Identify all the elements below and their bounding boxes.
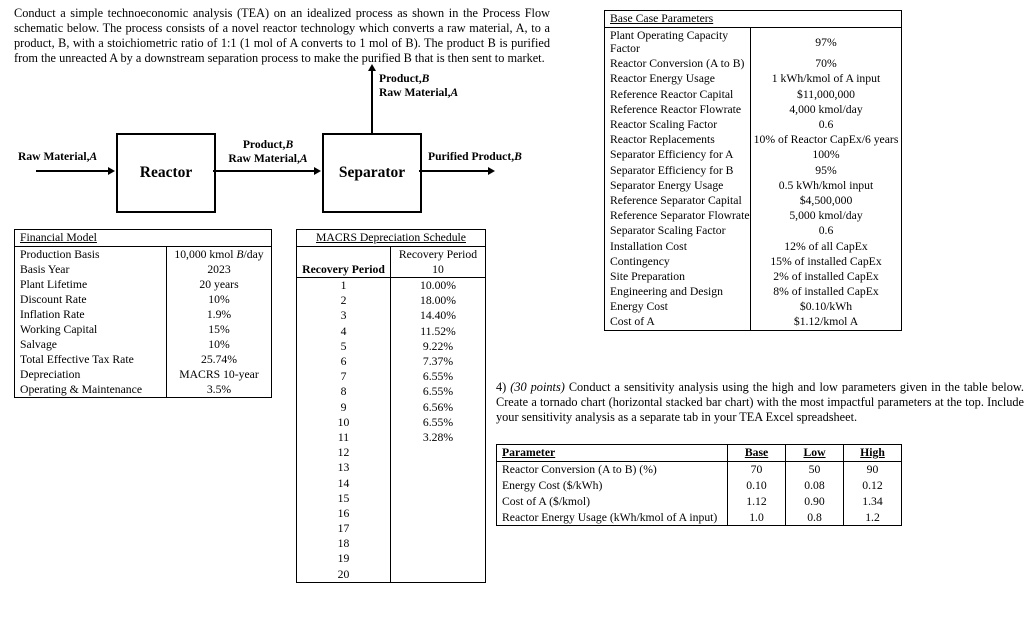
financial-model-row-label: Basis Year	[15, 262, 167, 277]
base-case-row-label: Reactor Replacements	[605, 132, 751, 147]
purified-product-arrow-head	[488, 167, 495, 175]
macrs-row-percent	[391, 506, 486, 521]
reactor-box	[116, 133, 216, 213]
table-row	[605, 163, 901, 178]
sensitivity-row-high: 1.2	[865, 510, 880, 524]
macrs-row-year: 9	[297, 400, 391, 415]
macrs-row-percent: 6.55%	[422, 370, 454, 384]
table-row	[297, 521, 485, 536]
table-row	[297, 384, 485, 399]
macrs-row-percent: 6.55%	[422, 415, 454, 429]
macrs-row-percent: 7.37%	[422, 355, 454, 369]
financial-model-row-label: Total Effective Tax Rate	[15, 352, 167, 367]
macrs-row-percent	[391, 445, 486, 460]
base-case-row-value: 0.5 kWh/kmol input	[778, 178, 874, 192]
purified-product-label: Purified Product,B	[428, 150, 522, 163]
table-row	[297, 278, 485, 294]
feed-arrow-line	[36, 170, 109, 172]
sensitivity-header-cell: Base	[728, 445, 786, 461]
macrs-row-year: 20	[297, 567, 391, 582]
macrs-row-percent: 9.22%	[422, 339, 454, 353]
sensitivity-row-base: 70	[728, 461, 786, 477]
sensitivity-row-base: 0.10	[728, 478, 786, 494]
macrs-row-percent: 14.40%	[419, 309, 457, 323]
financial-model-title: Financial Model	[15, 230, 271, 247]
macrs-header-recovery-period: Recovery Period	[398, 248, 478, 261]
base-case-row-value: 0.6	[818, 118, 834, 132]
base-case-row-label: Engineering and Design	[605, 284, 751, 299]
sensitivity-row-low: 0.8	[786, 509, 844, 525]
base-case-row-label: Separator Energy Usage	[605, 178, 751, 193]
base-case-row-value: $0.10/kWh	[799, 300, 853, 314]
base-case-row-value: 0.6	[818, 224, 834, 238]
base-case-row-value: 8% of installed CapEx	[773, 285, 879, 299]
financial-model-row-label: Discount Rate	[15, 292, 167, 307]
sensitivity-header-cell: Parameter	[497, 445, 728, 461]
base-case-row-value: 70%	[815, 57, 837, 71]
macrs-row-year: 18	[297, 536, 391, 551]
macrs-row-year: 13	[297, 460, 391, 475]
table-row	[605, 193, 901, 208]
macrs-row-percent	[391, 536, 486, 551]
table-row	[15, 292, 271, 307]
macrs-depreciation-table	[296, 229, 486, 583]
table-row	[605, 238, 901, 253]
question4-text: Conduct a sensitivity analysis using the high and low parameters given in the table below. Create a tornado chart (horizontal stacked bar chart) with the most impactful parameters at the top. Include your sensitivity analysis as a separate tab in your TEA Excel spreadsheet.	[496, 380, 1024, 425]
macrs-row-year: 10	[297, 415, 391, 430]
sensitivity-row-base: 1.0	[728, 509, 786, 525]
table-row	[297, 293, 485, 308]
table-row	[605, 87, 901, 102]
sensitivity-row-parameter: Reactor Conversion (A to B) (%)	[497, 461, 728, 477]
macrs-row-year: 2	[297, 293, 391, 308]
feed-stream-label: Raw Material,A	[18, 150, 98, 163]
macrs-header-row	[297, 247, 485, 263]
base-case-row-label: Cost of A	[605, 314, 751, 329]
separator-overhead-label: Product,B Raw Material,A	[379, 72, 459, 99]
base-case-row-value: 4,000 kmol/day	[789, 102, 863, 116]
table-row	[297, 400, 485, 415]
base-case-row-value: 15% of installed CapEx	[770, 254, 882, 268]
macrs-title: MACRS Depreciation Schedule	[297, 230, 485, 247]
financial-model-row-value: 1.9%	[206, 308, 232, 321]
table-row	[497, 461, 901, 477]
macrs-row-year: 3	[297, 308, 391, 323]
macrs-row-percent	[391, 475, 486, 490]
table-row	[15, 322, 271, 337]
base-case-row-value: 10% of Reactor CapEx/6 years	[753, 133, 899, 147]
financial-model-row-label: Working Capital	[15, 322, 167, 337]
table-row	[15, 352, 271, 367]
sensitivity-header-cell: High	[844, 445, 902, 461]
financial-model-table	[14, 229, 272, 398]
financial-model-row-label: Depreciation	[15, 367, 167, 382]
macrs-row-year: 14	[297, 475, 391, 490]
macrs-row-year: 5	[297, 339, 391, 354]
table-row	[605, 102, 901, 117]
base-case-row-value: 5,000 kmol/day	[789, 209, 863, 223]
table-row	[297, 308, 485, 323]
table-row	[605, 28, 901, 57]
table-row	[605, 284, 901, 299]
base-case-row-label: Energy Cost	[605, 299, 751, 314]
base-case-row-label: Plant Operating Capacity Factor	[605, 28, 751, 57]
macrs-row-year: 15	[297, 491, 391, 506]
financial-model-row-value: 3.5%	[206, 383, 232, 396]
question4-points: (30 points)	[510, 380, 565, 394]
separator-box	[322, 133, 422, 213]
base-case-row-label: Site Preparation	[605, 269, 751, 284]
table-row	[297, 430, 485, 445]
base-case-row-value: $4,500,000	[799, 193, 853, 207]
base-case-row-label: Reference Reactor Capital	[605, 87, 751, 102]
base-case-row-label: Contingency	[605, 254, 751, 269]
table-row	[15, 307, 271, 322]
sensitivity-row-parameter: Cost of A ($/kmol)	[497, 493, 728, 509]
table-row	[297, 324, 485, 339]
financial-model-title-row	[15, 230, 271, 247]
base-case-row-value: 100%	[812, 148, 840, 162]
financial-model-row-value: 10%	[208, 338, 230, 351]
financial-model-row-value: 15%	[208, 323, 230, 336]
macrs-row-year: 8	[297, 384, 391, 399]
macrs-row-percent	[391, 460, 486, 475]
financial-model-row-value: 20 years	[199, 278, 239, 291]
macrs-row-year: 6	[297, 354, 391, 369]
macrs-subheader-row	[297, 262, 485, 278]
table-row	[605, 117, 901, 132]
macrs-row-year: 11	[297, 430, 391, 445]
table-row	[15, 247, 271, 263]
table-row	[605, 147, 901, 162]
sensitivity-row-high: 0.12	[862, 478, 883, 492]
table-row	[15, 382, 271, 397]
table-row	[605, 223, 901, 238]
base-case-row-label: Reference Reactor Flowrate	[605, 102, 751, 117]
base-case-title-row	[605, 11, 901, 28]
sensitivity-row-parameter: Energy Cost ($/kWh)	[497, 478, 728, 494]
question4-number: 4)	[496, 380, 507, 394]
macrs-subheader-left: Recovery Period	[297, 262, 391, 278]
sensitivity-parameters-table	[496, 444, 902, 526]
macrs-row-year: 16	[297, 506, 391, 521]
table-row	[605, 299, 901, 314]
macrs-row-year: 4	[297, 324, 391, 339]
base-case-row-label: Separator Efficiency for A	[605, 147, 751, 162]
macrs-row-year: 1	[297, 278, 391, 294]
base-case-row-value: $11,000,000	[796, 87, 855, 101]
sensitivity-header-cell: Low	[786, 445, 844, 461]
table-row	[297, 369, 485, 384]
financial-model-row-label: Inflation Rate	[15, 307, 167, 322]
sensitivity-row-low: 50	[786, 461, 844, 477]
base-case-row-label: Separator Scaling Factor	[605, 223, 751, 238]
financial-model-row-label: Plant Lifetime	[15, 277, 167, 292]
sensitivity-row-low: 0.90	[786, 493, 844, 509]
sensitivity-header-row	[497, 445, 901, 461]
table-row	[297, 567, 485, 582]
process-flow-diagram	[0, 60, 522, 220]
macrs-row-percent	[391, 567, 486, 582]
macrs-row-percent	[391, 491, 486, 506]
table-row	[297, 415, 485, 430]
macrs-row-percent: 6.55%	[422, 385, 454, 399]
financial-model-row-value: MACRS 10-year	[179, 368, 259, 381]
separator-box-label: Separator	[338, 164, 406, 181]
macrs-row-percent: 3.28%	[422, 430, 454, 444]
table-row	[497, 478, 901, 494]
question4-paragraph	[496, 380, 1024, 425]
table-row	[605, 254, 901, 269]
financial-model-row-label: Salvage	[15, 337, 167, 352]
table-row	[497, 493, 901, 509]
table-row	[297, 445, 485, 460]
base-case-parameters-table	[604, 10, 902, 331]
base-case-row-value: $1.12/kmol A	[793, 315, 859, 329]
table-row	[605, 314, 901, 329]
financial-model-row-value: 10,000 kmol B/day	[174, 248, 264, 261]
financial-model-row-value: 25.74%	[200, 353, 238, 366]
macrs-row-year: 12	[297, 445, 391, 460]
table-row	[605, 269, 901, 284]
base-case-row-label: Installation Cost	[605, 238, 751, 253]
table-row	[15, 337, 271, 352]
sensitivity-row-high: 90	[866, 463, 879, 477]
base-case-row-label: Reference Separator Capital	[605, 193, 751, 208]
macrs-row-percent: 10.00%	[419, 279, 457, 293]
macrs-subheader-right: 10	[391, 262, 486, 278]
financial-model-row-label: Production Basis	[15, 247, 167, 263]
macrs-row-percent: 6.56%	[422, 400, 454, 414]
macrs-row-percent	[391, 521, 486, 536]
feed-arrow-head	[108, 167, 115, 175]
base-case-row-label: Separator Efficiency for B	[605, 163, 751, 178]
macrs-row-year: 19	[297, 551, 391, 566]
table-row	[605, 56, 901, 71]
financial-model-row-value: 10%	[208, 293, 230, 306]
table-row	[497, 509, 901, 525]
table-row	[15, 367, 271, 382]
separator-overhead-arrow-head	[368, 64, 376, 71]
table-row	[297, 536, 485, 551]
base-case-row-value: 95%	[815, 163, 837, 177]
base-case-row-value: 2% of installed CapEx	[773, 269, 879, 283]
macrs-row-year: 17	[297, 521, 391, 536]
table-row	[297, 491, 485, 506]
table-row	[605, 178, 901, 193]
intermediate-stream-label: Product,B Raw Material,A	[228, 138, 308, 165]
table-row	[297, 460, 485, 475]
base-case-row-value: 12% of all CapEx	[784, 239, 868, 253]
sensitivity-row-low: 0.08	[786, 478, 844, 494]
table-row	[15, 277, 271, 292]
reactor-box-label: Reactor	[139, 164, 193, 181]
reactor-to-separator-line	[213, 170, 315, 172]
reactor-to-separator-arrow-head	[314, 167, 321, 175]
table-row	[297, 339, 485, 354]
table-row	[15, 262, 271, 277]
macrs-header-blank	[297, 247, 391, 263]
table-row	[605, 208, 901, 223]
sensitivity-row-base: 1.12	[728, 493, 786, 509]
table-row	[297, 354, 485, 369]
table-row	[605, 132, 901, 147]
table-row	[297, 475, 485, 490]
base-case-row-label: Reference Separator Flowrate	[605, 208, 751, 223]
table-row	[605, 71, 901, 86]
table-row	[297, 506, 485, 521]
intro-paragraph: Conduct a simple technoeconomic analysis (TEA) on an idealized process as shown in the Process Flow schematic below. The process consists of a novel reactor technology which converts a raw material, A, to a product, B, with a stoichiometric ratio of 1:1 (1 mol of A converts to 1 mol of B). The product B is purified from the unreacted A by a downstream separation process to make the purified B that is then sent to market.	[14, 6, 550, 66]
separator-overhead-line	[371, 70, 373, 134]
macrs-row-percent: 11.52%	[420, 324, 456, 338]
base-case-row-label: Reactor Scaling Factor	[605, 117, 751, 132]
macrs-row-percent: 18.00%	[419, 294, 457, 308]
base-case-row-label: Reactor Energy Usage	[605, 71, 751, 86]
base-case-row-value: 1 kWh/kmol of A input	[771, 72, 881, 86]
macrs-row-year: 7	[297, 369, 391, 384]
purified-product-line	[419, 170, 489, 172]
base-case-row-label: Reactor Conversion (A to B)	[605, 56, 751, 71]
macrs-title-row	[297, 230, 485, 247]
financial-model-row-label: Operating & Maintenance	[15, 382, 167, 397]
base-case-title: Base Case Parameters	[605, 11, 901, 28]
base-case-row-value: 97%	[815, 35, 837, 49]
table-row	[297, 551, 485, 566]
financial-model-row-value: 2023	[207, 263, 231, 276]
sensitivity-row-high: 1.34	[862, 494, 883, 508]
sensitivity-row-parameter: Reactor Energy Usage (kWh/kmol of A input)	[497, 509, 728, 525]
macrs-row-percent	[391, 551, 486, 566]
